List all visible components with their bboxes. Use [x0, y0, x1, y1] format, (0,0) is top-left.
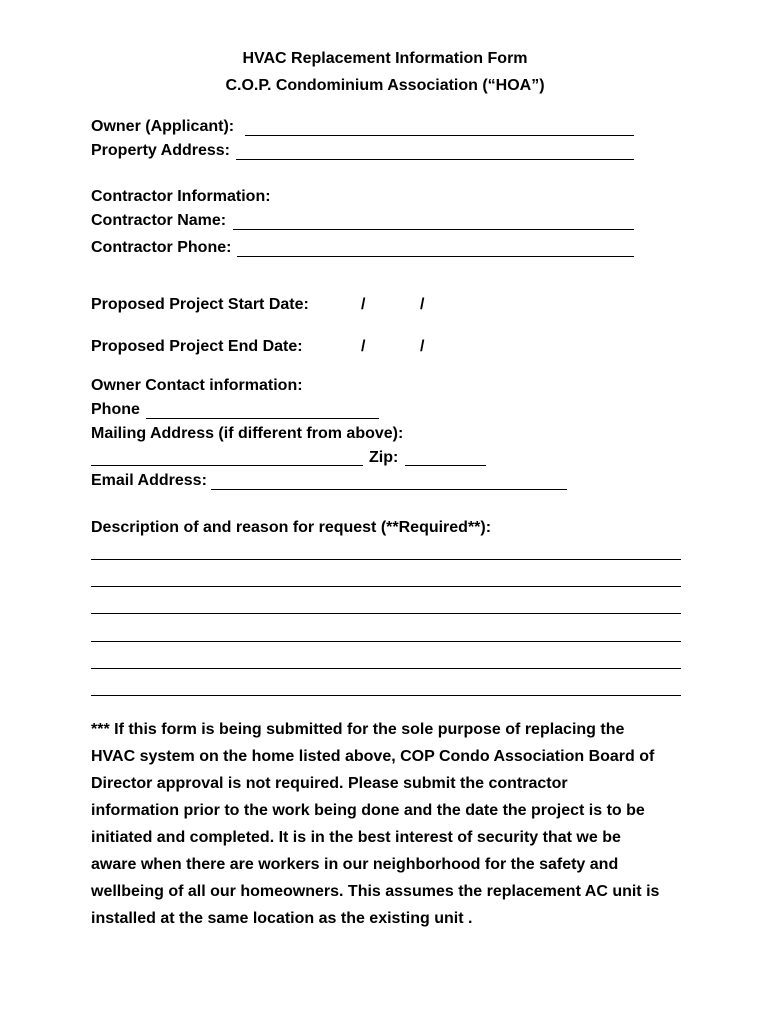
notice-line: information prior to the work being done and the date the project is to be [91, 802, 645, 819]
notice-line: aware when there are workers in our neighborhood for the safety and [91, 856, 619, 873]
contractor-name-label: Contractor Name: [91, 212, 227, 229]
description-line[interactable] [91, 613, 681, 614]
owner-applicant-label: Owner (Applicant): [91, 118, 235, 135]
notice-line: *** If this form is being submitted for the sole purpose of replacing the [91, 721, 625, 738]
description-line[interactable] [91, 559, 681, 560]
description-label: Description of and reason for request (**Required**): [91, 519, 492, 536]
phone-label: Phone [91, 401, 140, 418]
form-title: HVAC Replacement Information Form [242, 50, 528, 67]
form-subtitle: C.O.P. Condominium Association (“HOA”) [225, 77, 545, 94]
end-date-separator-1: / [361, 338, 366, 355]
notice-paragraph [91, 716, 691, 932]
start-date-label: Proposed Project Start Date: [91, 296, 309, 313]
notice-line: installed at the same location as the existing unit . [91, 910, 473, 927]
mailing-address-field[interactable] [91, 465, 363, 466]
description-line[interactable] [91, 586, 681, 587]
property-address-label: Property Address: [91, 142, 230, 159]
phone-field[interactable] [146, 418, 379, 419]
property-address-field[interactable] [236, 159, 634, 160]
end-date-label: Proposed Project End Date: [91, 338, 303, 355]
zip-field[interactable] [405, 465, 486, 466]
owner-contact-label: Owner Contact information: [91, 377, 303, 394]
email-address-field[interactable] [211, 489, 567, 490]
description-line[interactable] [91, 695, 681, 696]
description-line[interactable] [91, 668, 681, 669]
email-address-label: Email Address: [91, 472, 207, 489]
start-date-separator-2: / [420, 296, 425, 313]
end-date-separator-2: / [420, 338, 425, 355]
notice-line: wellbeing of all our homeowners. This assumes the replacement AC unit is [91, 883, 660, 900]
notice-line: initiated and completed. It is in the best interest of security that we be [91, 829, 621, 846]
notice-line: Director approval is not required. Please submit the contractor [91, 775, 568, 792]
mailing-address-label: Mailing Address (if different from above): [91, 425, 404, 442]
contractor-phone-field[interactable] [237, 256, 634, 257]
contractor-section-label: Contractor Information: [91, 188, 271, 205]
zip-label: Zip: [369, 449, 399, 466]
start-date-separator-1: / [361, 296, 366, 313]
contractor-phone-label: Contractor Phone: [91, 239, 232, 256]
description-line[interactable] [91, 641, 681, 642]
contractor-name-field[interactable] [233, 229, 634, 230]
notice-line: HVAC system on the home listed above, COP Condo Association Board of [91, 748, 655, 765]
owner-applicant-field[interactable] [245, 135, 634, 136]
